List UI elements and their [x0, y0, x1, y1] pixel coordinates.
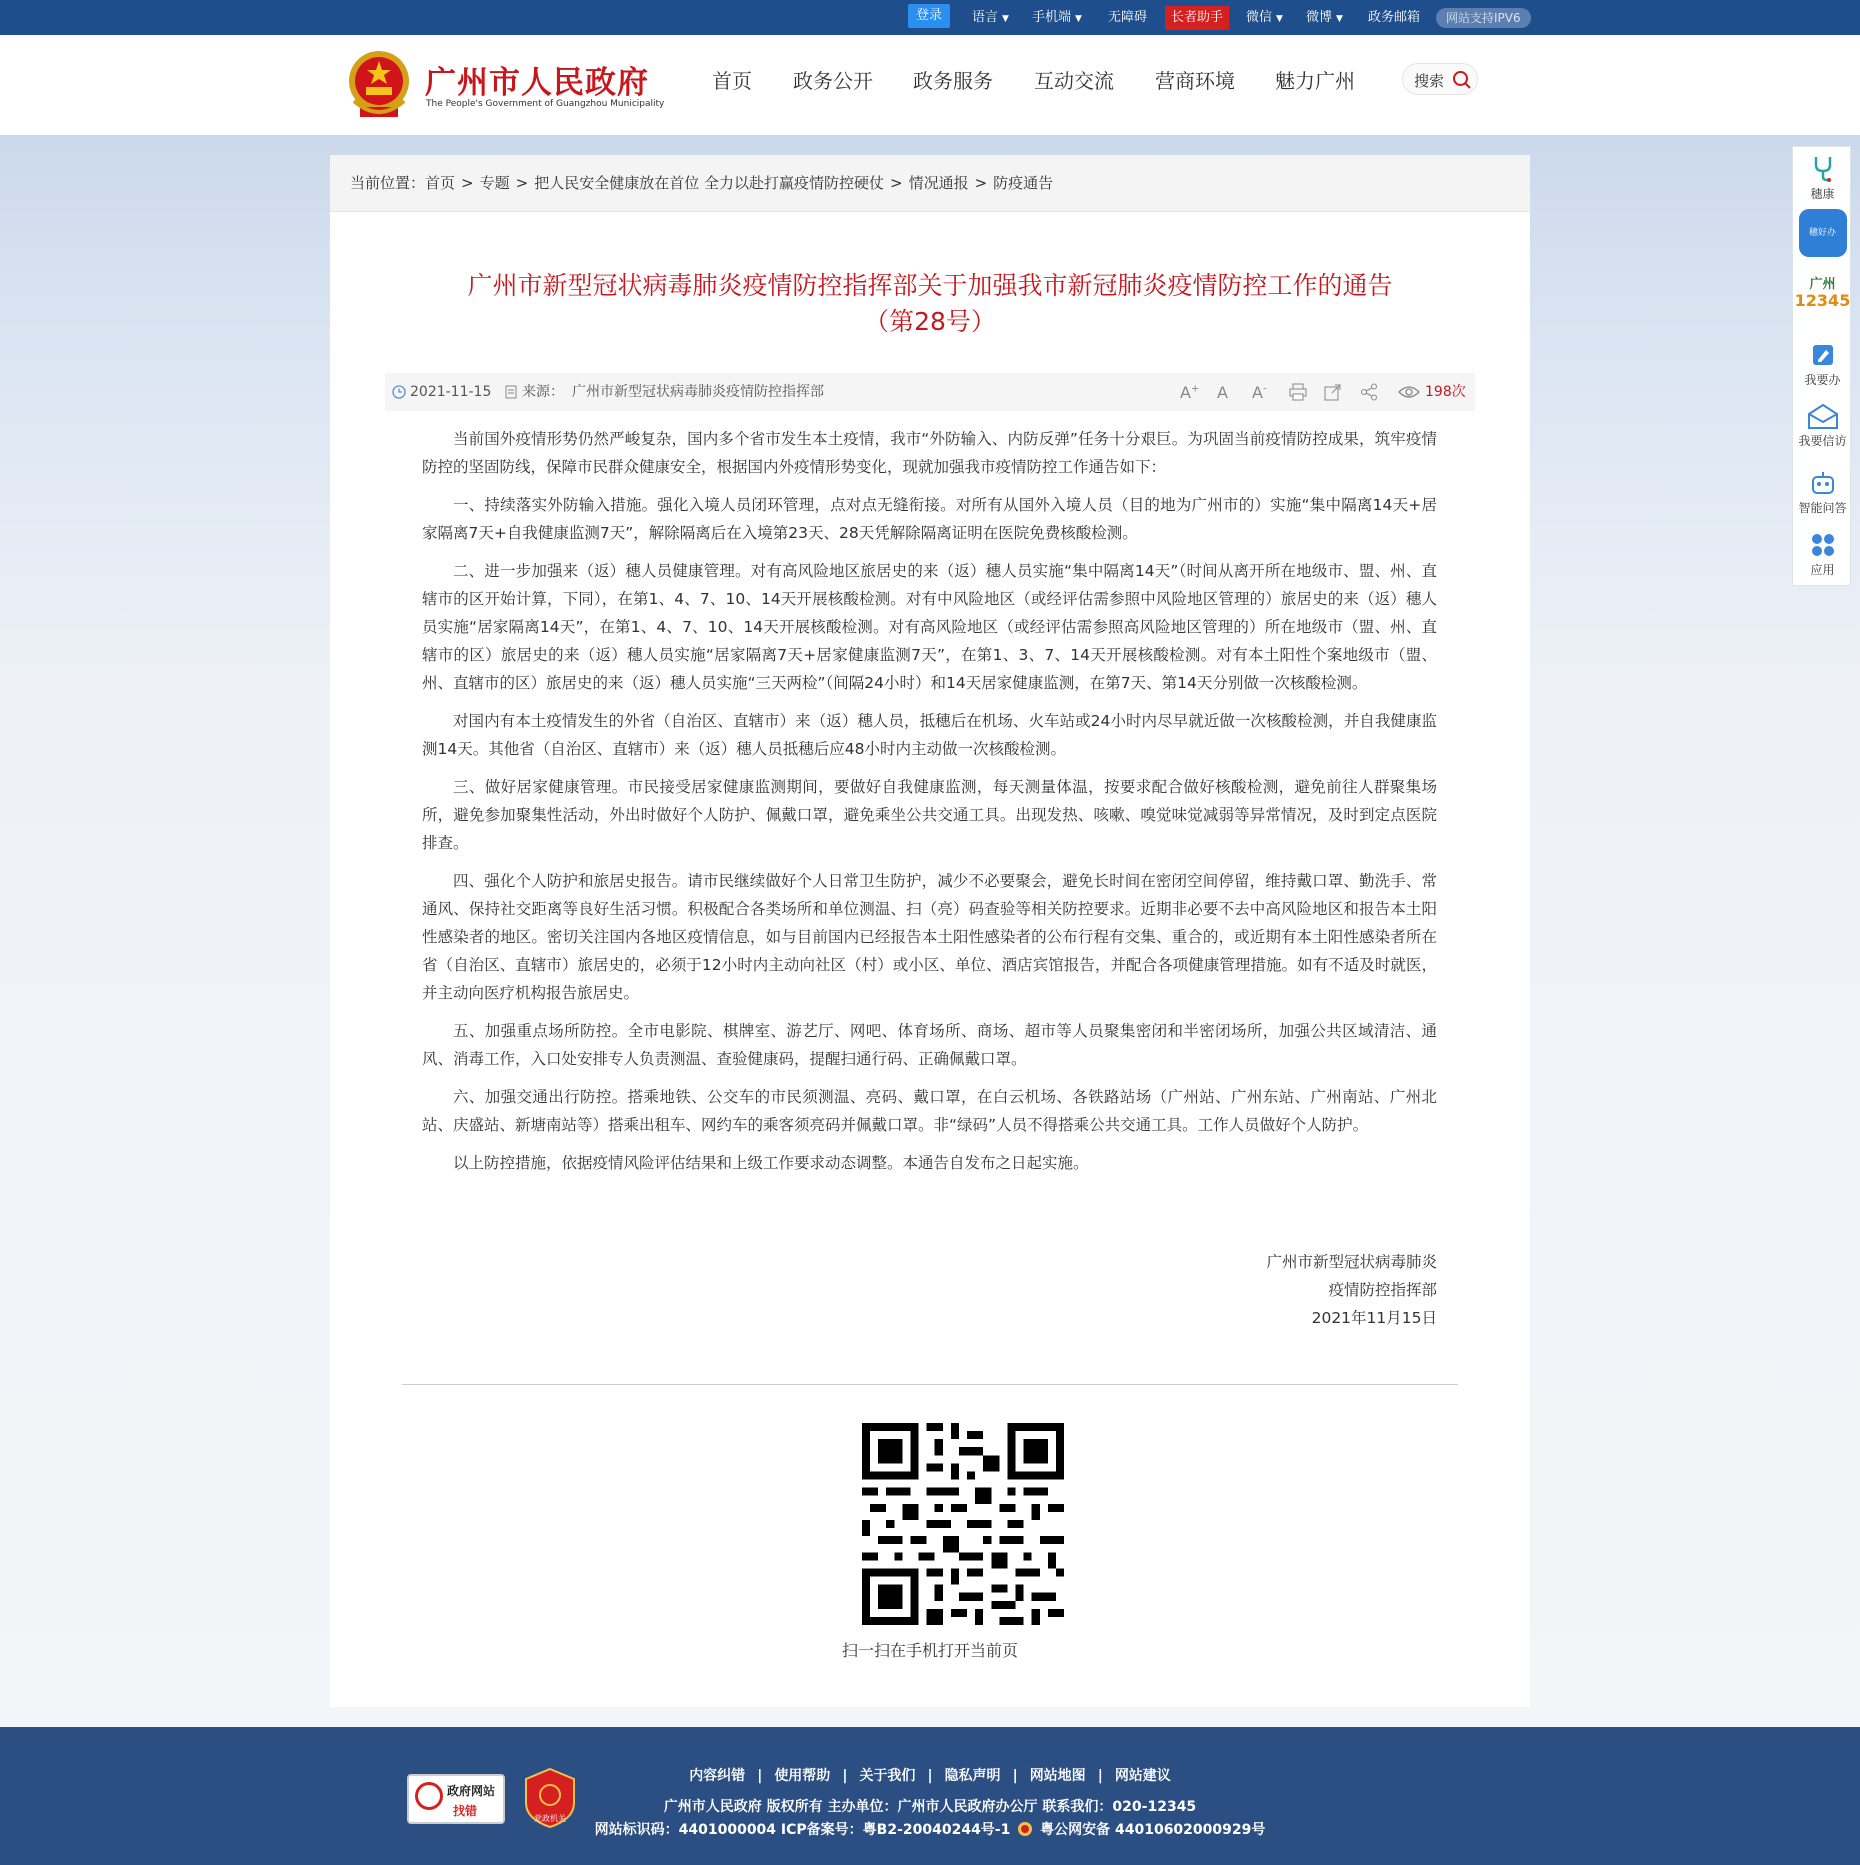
breadcrumb-topic[interactable]: 把人民安全健康放在首位 全力以赴打赢疫情防控硬仗: [534, 174, 884, 192]
suihaoban-app-icon: [1799, 209, 1847, 257]
envelope-icon: [1806, 402, 1840, 430]
police-badge-icon: [1017, 1821, 1033, 1837]
article-source: 广州市新型冠状病毒肺炎疫情防控指挥部: [572, 384, 824, 400]
footer-copyright: 广州市人民政府 版权所有 主办单位：广州市人民政府办公厅 联系我们：020-12345: [663, 1799, 1197, 1815]
sidebar-item-woyaoban[interactable]: [1793, 341, 1852, 388]
footer-link-correction[interactable]: 内容纠错: [689, 1768, 746, 1784]
breadcrumb-current[interactable]: 防疫通告: [993, 174, 1054, 192]
article-source-label: 来源：: [522, 384, 564, 400]
badge-label-top: 政府网站: [447, 1784, 496, 1798]
sidebar-label: 穗好办: [1808, 228, 1836, 238]
save-icon[interactable]: [1324, 383, 1342, 401]
nav-charm-guangzhou[interactable]: 魅力广州: [1275, 69, 1355, 93]
nav-home[interactable]: 首页: [712, 69, 752, 93]
article-date: 2021-11-15: [410, 384, 492, 400]
article-title: [430, 268, 1430, 340]
search-icon: [1452, 70, 1472, 90]
gov-mail-link[interactable]: 政务邮箱: [1368, 10, 1421, 25]
article-paragraph: 一、持续落实外防输入措施。强化入境人员闭环管理，点对点无缝衔接。对所有从国外入境人员（目的地为广州市的）实施“集中隔离14天+居家隔离7天+自我健康监测7天”，解除隔离后在入境第23天、28天凭解除隔离证明在医院免费核酸检测。: [422, 496, 1437, 542]
footer-separator: |: [927, 1768, 933, 1784]
chevron-down-icon: ▼: [1075, 14, 1082, 24]
breadcrumb-separator: >: [974, 174, 988, 192]
sidebar-item-suihaoban[interactable]: [1793, 209, 1852, 259]
badge-label-bottom: 找错: [453, 1804, 478, 1818]
views-eye-icon: [1398, 385, 1420, 399]
sidebar-label: 我要办: [1804, 373, 1841, 387]
article-title-line2: （第28号）: [864, 307, 996, 336]
edit-note-icon: [1809, 341, 1837, 369]
ipv6-badge: 网站支持IPV6: [1436, 8, 1531, 28]
chevron-down-icon: ▼: [1002, 14, 1009, 24]
mobile-label: 手机端: [1032, 10, 1072, 25]
weibo-label: 微博: [1306, 10, 1333, 25]
footer-icp: 网站标识码：4401000004 ICP备案号：粤B2-20040244号-1: [594, 1822, 1011, 1838]
footer-registration: [0, 1819, 1860, 1839]
sidebar-label: 穗康: [1810, 187, 1835, 201]
site-header: [0, 35, 1860, 135]
sidebar-item-smart-qa[interactable]: [1793, 469, 1852, 516]
sidebar-item-suikang[interactable]: [1793, 153, 1852, 202]
search-button[interactable]: [1402, 63, 1478, 95]
qr-code-icon: [862, 1423, 1064, 1625]
nav-interaction[interactable]: 互动交流: [1034, 69, 1114, 93]
font-decrease-icon[interactable]: A-: [1252, 383, 1267, 402]
robot-icon: [1808, 469, 1838, 497]
divider: [402, 1384, 1458, 1385]
language-menu[interactable]: [972, 0, 1009, 35]
site-footer: [0, 1727, 1860, 1865]
font-increase-icon[interactable]: A+: [1180, 383, 1200, 402]
article-paragraph: 二、进一步加强来（返）穗人员健康管理。对有高风险地区旅居史的来（返）穗人员实施“集中隔离14天”（时间从离开所在地级市、盟、州、直辖市的区开始计算，下同），在第1、4、7、10、14天开展核酸检测。对有中风险地区（或经评估需参照中风险地区管理的）旅居史的来（返）穗人员实施“居家隔离14天”，在第1、4、7、10、14天开展核酸检测。对有高风险地区（或经评估需参照高风险地区管理的）所在地级市（盟、州、直辖市的区）旅居史的来（返）穗人员实施“居家隔离7天+居家健康监测7天”，在第1、3、7、14天开展核酸检测。对有本土阳性个案地级市（盟、州、直辖市的区）旅居史的来（返）穗人员实施“三天两检”（间隔24小时）和14天居家健康监测，在第7天、第14天分别做一次核酸检测。: [422, 562, 1437, 692]
wechat-menu[interactable]: [1246, 0, 1283, 35]
language-label: 语言: [972, 10, 999, 25]
article-paragraph: 当前国外疫情形势仍然严峻复杂，国内多个省市发生本土疫情，我市“外防输入、内防反弹”任务十分艰巨。为巩固当前疫情防控成果，筑牢疫情防控的坚固防线，保障市民群众健康安全，根据国内外疫情形势变化，现就加强我市疫情防控工作通告如下：: [422, 430, 1437, 476]
signature-date: 2021年11月15日: [1311, 1309, 1437, 1327]
document-icon: [505, 385, 517, 399]
hotline-city-label: 广州: [1809, 277, 1836, 292]
article-panel: [330, 155, 1530, 1707]
footer-police-record: 粤公网安备 44010602000929号: [1040, 1822, 1266, 1838]
footer-separator: |: [1097, 1768, 1103, 1784]
login-button[interactable]: 登录: [908, 4, 950, 28]
article-meta-bar: [385, 373, 1475, 411]
breadcrumb-home[interactable]: 首页: [425, 174, 456, 192]
article-paragraph: 四、强化个人防护和旅居史报告。请市民继续做好个人日常卫生防护，减少不必要聚会，避免长时间在密闭空间停留，维持戴口罩、勤洗手、常通风、保持社交距离等良好生活习惯。积极配合各类场所和单位测温、扫（亮）码查验等相关防控要求。近期非必要不去中高风险地区和报告本土阳性感染者的地区。密切关注国内各地区疫情信息，如与目前国内已经报告本土阳性感染者的公布行程有交集、重合的，或近期有本土阳性感染者所在省（自治区、直辖市）旅居史的，必须于12小时内主动向社区（村）或小区、单位、酒店宾馆报告，并配合各项健康管理措施。如有不适及时就医，并主动向医疗机构报告旅居史。: [422, 872, 1437, 1002]
breadcrumb-separator: >: [889, 174, 903, 192]
footer-link-about[interactable]: 关于我们: [859, 1768, 916, 1784]
article-paragraph: 三、做好居家健康管理。市民接受居家健康监测期间，要做好自我健康监测，每天测量体温，按要求配合做好核酸检测，避免前往人群聚集场所，避免参加聚集性活动，外出时做好个人防护、佩戴口罩，避免乘坐公共交通工具。出现发热、咳嗽、嗅觉味觉减弱等异常情况，及时到定点医院排查。: [422, 778, 1437, 852]
share-icon[interactable]: [1360, 383, 1378, 401]
right-sidebar: [1792, 146, 1851, 586]
breadcrumb-separator: >: [515, 174, 529, 192]
sidebar-label: 我要信访: [1798, 434, 1847, 448]
breadcrumb-separator: >: [461, 174, 474, 192]
qr-caption: 扫一扫在手机打开当前页: [841, 1641, 1018, 1660]
nav-gov-affairs-open[interactable]: 政务公开: [793, 69, 873, 93]
hotline-number: 12345: [1794, 291, 1851, 310]
article-signature: [1266, 1248, 1437, 1332]
footer-link-sitemap[interactable]: 网站地图: [1029, 1768, 1086, 1784]
article-title-line1: 广州市新型冠状病毒肺炎疫情防控指挥部关于加强我市新冠肺炎疫情防控工作的通告: [467, 271, 1393, 300]
weibo-menu[interactable]: [1306, 0, 1343, 35]
footer-links: [0, 1765, 1860, 1785]
chevron-down-icon: ▼: [1336, 14, 1343, 24]
breadcrumb-reports[interactable]: 情况通报: [908, 174, 969, 192]
signature-line1: 广州市新型冠状病毒肺炎: [1266, 1253, 1437, 1271]
top-bar: [0, 0, 1860, 35]
sidebar-item-12345[interactable]: [1793, 277, 1852, 309]
apps-grid-icon: [1809, 531, 1837, 559]
elder-assistant-button[interactable]: 长者助手: [1165, 6, 1229, 30]
footer-separator: |: [1012, 1768, 1018, 1784]
article-paragraph: 以上防控措施，依据疫情风险评估结果和上级工作要求动态调整。本通告自发布之日起实施。: [453, 1154, 1089, 1172]
footer-link-privacy[interactable]: 隐私声明: [944, 1768, 1001, 1784]
site-title[interactable]: 广州市人民政府: [425, 65, 649, 101]
view-count: 198次: [1425, 384, 1466, 400]
nav-business-env[interactable]: 营商环境: [1155, 69, 1235, 93]
footer-link-suggestion[interactable]: 网站建议: [1114, 1768, 1171, 1784]
sidebar-label: 应用: [1810, 563, 1835, 577]
wechat-label: 微信: [1246, 10, 1273, 25]
article-body: [422, 425, 1437, 1187]
site-subtitle: The People's Government of Guangzhou Municipality: [426, 99, 665, 109]
mobile-menu[interactable]: [1032, 0, 1082, 35]
clock-icon: [392, 385, 406, 399]
badge2-label: 党政机关: [534, 1814, 566, 1823]
article-paragraph: 六、加强交通出行防控。搭乘地铁、公交车的市民须测温、亮码、戴口罩，在白云机场、各铁路站场（广州站、广州东站、广州南站、广州北站、庆盛站、新塘南站等）搭乘出租车、网约车的乘客须亮码并佩戴口罩。非“绿码”人员不得搭乘公共交通工具。工作人员做好个人防护。: [422, 1088, 1437, 1134]
article-paragraph: 五、加强重点场所防控。全市电影院、棋牌室、游艺厅、网吧、体育场所、商场、超市等人员聚集密闭和半密闭场所，加强公共区域清洁、通风、消毒工作，入口处安排专人负责测温、查验健康码，提醒扫通行码、正确佩戴口罩。: [422, 1022, 1437, 1068]
breadcrumb-label: 当前位置：: [350, 174, 426, 192]
national-emblem-icon: [344, 49, 414, 121]
health-stethoscope-icon: [1808, 153, 1838, 183]
sidebar-item-petition[interactable]: [1793, 402, 1852, 449]
breadcrumb-topics[interactable]: 专题: [479, 174, 510, 192]
footer-link-help[interactable]: 使用帮助: [774, 1768, 831, 1784]
breadcrumb: [330, 155, 1530, 212]
sidebar-label: 智能问答: [1798, 501, 1847, 515]
font-reset-icon[interactable]: A: [1217, 383, 1228, 402]
accessibility-link[interactable]: 无障碍: [1108, 10, 1148, 25]
article-paragraph: 对国内有本土疫情发生的外省（自治区、直辖市）来（返）穗人员，抵穗后在机场、火车站或24小时内尽早就近做一次核酸检测，并自我健康监测14天。其他省（自治区、直辖市）来（返）穗人员抵穗后应48小时内主动做一次核酸检测。: [422, 712, 1437, 758]
nav-gov-services[interactable]: 政务服务: [913, 69, 993, 93]
print-icon[interactable]: [1289, 383, 1307, 401]
sidebar-item-apps[interactable]: [1793, 531, 1852, 578]
chevron-down-icon: ▼: [1276, 14, 1283, 24]
search-label: 搜索: [1414, 72, 1445, 90]
footer-separator: |: [757, 1768, 763, 1784]
signature-line2: 疫情防控指挥部: [1328, 1281, 1437, 1299]
footer-separator: |: [842, 1768, 848, 1784]
